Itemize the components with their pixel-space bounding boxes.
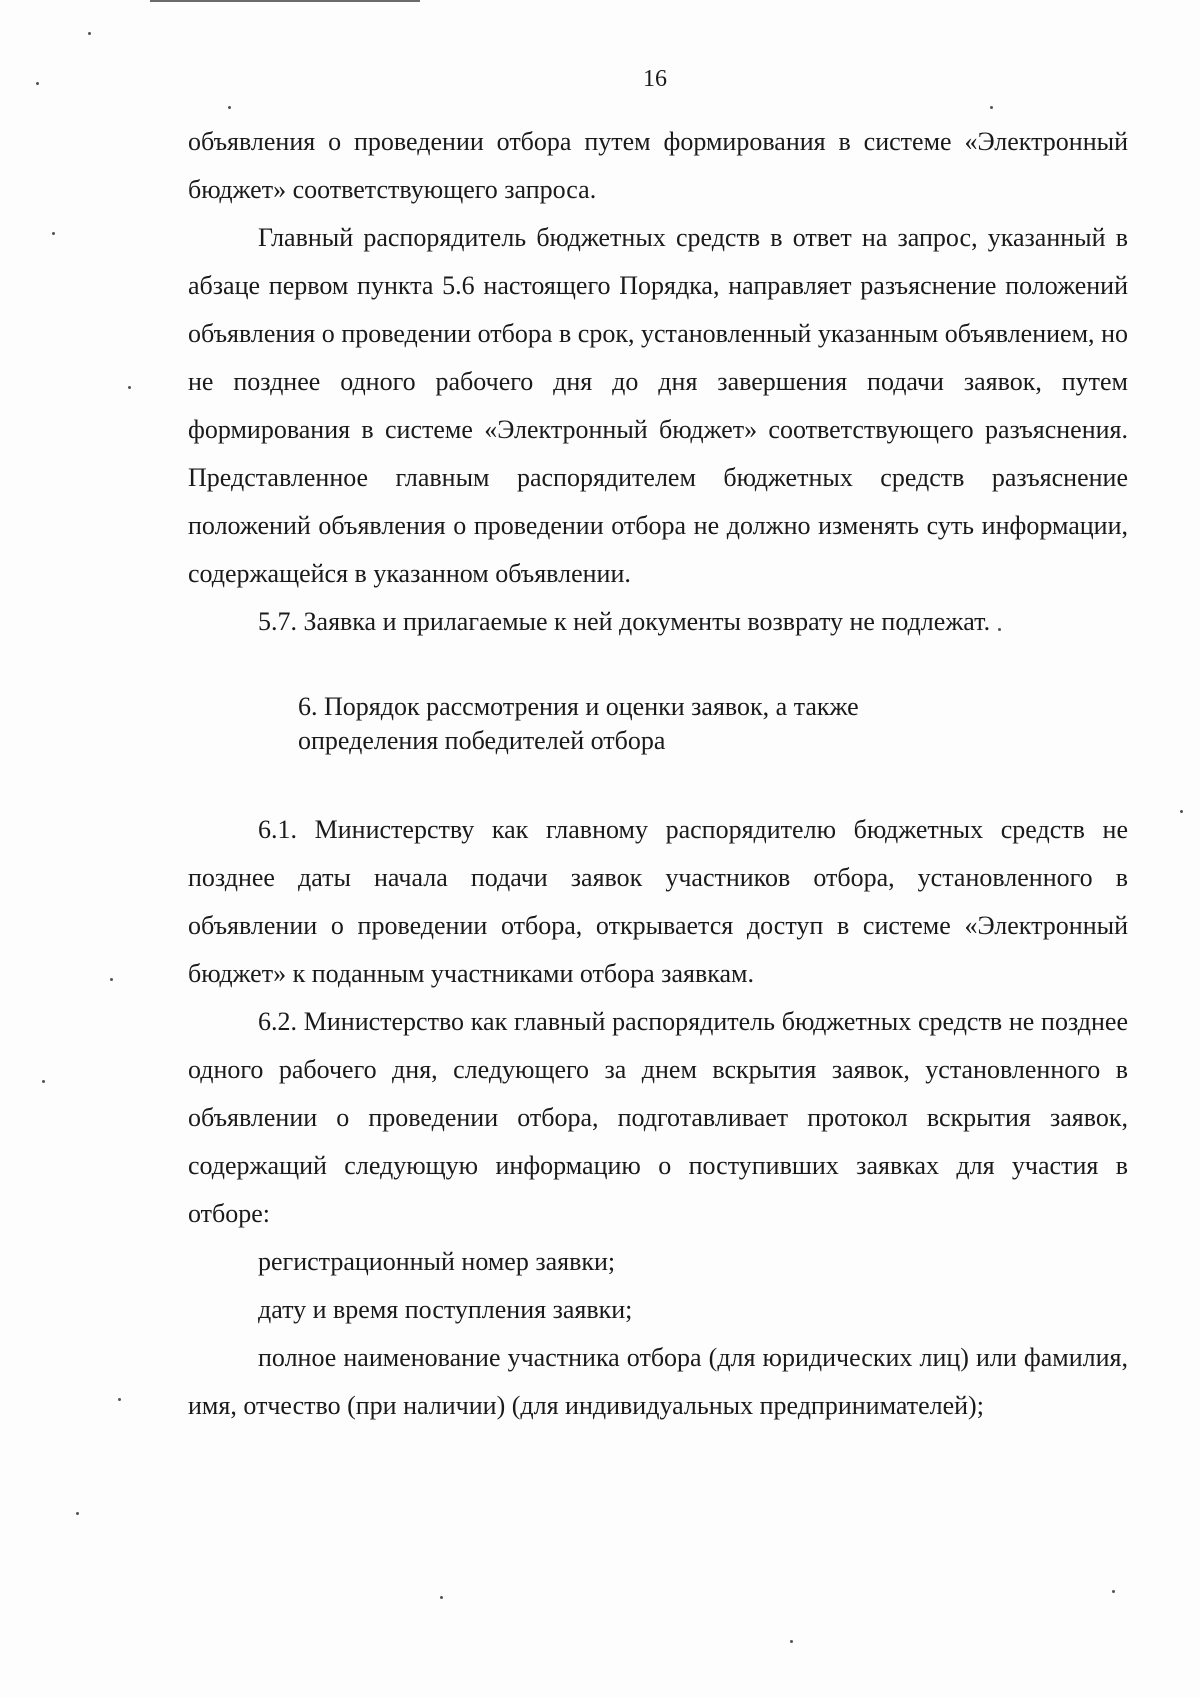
section-heading-line1: 6. Порядок рассмотрения и оценки заявок, а также [298,692,859,721]
list-item-registration-number: регистрационный номер заявки; [258,1247,616,1276]
list-item-date-time: дату и время поступления заявки; [258,1295,633,1324]
scan-speck [228,106,231,109]
scan-speck [990,106,993,109]
scan-speck [998,628,1001,631]
scan-speck [128,386,131,389]
section-heading [188,690,1128,758]
paragraph-6-2: 6.2. Министерство как главный распорядитель бюджетных средств не позднее одного рабочего дня, следующего за днем вскрытия заявок, установленного в объявлении о проведении отбора, подготавливает протокол вскрытия заявок, содержащий следующую информацию о поступивших заявках для участия в отборе: [188,1007,1128,1228]
scan-speck [76,1512,79,1515]
page-number: 16 [643,66,667,92]
scan-speck [110,978,113,981]
scan-speck [118,1398,121,1401]
scan-speck [1180,810,1183,813]
document-body [188,118,1128,1430]
scan-speck [88,32,91,35]
scan-artifact-line [150,0,420,2]
scan-speck [52,232,55,235]
scan-speck [790,1640,793,1643]
paragraph-continuation: объявления о проведении отбора путем формирования в системе «Электронный бюджет» соответствующего запроса. [188,127,1128,204]
paragraph-clarification: Главный распорядитель бюджетных средств в ответ на запрос, указанный в абзаце первом пункта 5.6 настоящего Порядка, направляет разъяснение положений объявления о проведении отбора в срок, установленный указанным объявлением, но не позднее одного рабочего дня до дня завершения подачи заявок, путем формирования в системе «Электронный бюджет» соответствующего разъяснения. Представленное главным распорядителем бюджетных средств разъяснение положений объявления о проведении отбора не должно изменять суть информации, содержащейся в указанном объявлении. [188,223,1128,588]
paragraph-5-7: 5.7. Заявка и прилагаемые к ней документы возврату не подлежат. [258,607,991,636]
scan-speck [42,1080,45,1083]
list-item-full-name: полное наименование участника отбора (для юридических лиц) или фамилия, имя, отчество (при наличии) (для индивидуальных предпринимателей); [188,1343,1128,1420]
scan-speck [440,1596,443,1599]
scan-speck [36,82,39,85]
section-heading-line2: определения победителей отбора [298,726,666,755]
paragraph-6-1: 6.1. Министерству как главному распорядителю бюджетных средств не позднее даты начала подачи заявок участников отбора, установленного в объявлении о проведении отбора, открывается доступ в системе «Электронный бюджет» к поданным участниками отбора заявкам. [188,815,1128,988]
scan-speck [1112,1590,1115,1593]
